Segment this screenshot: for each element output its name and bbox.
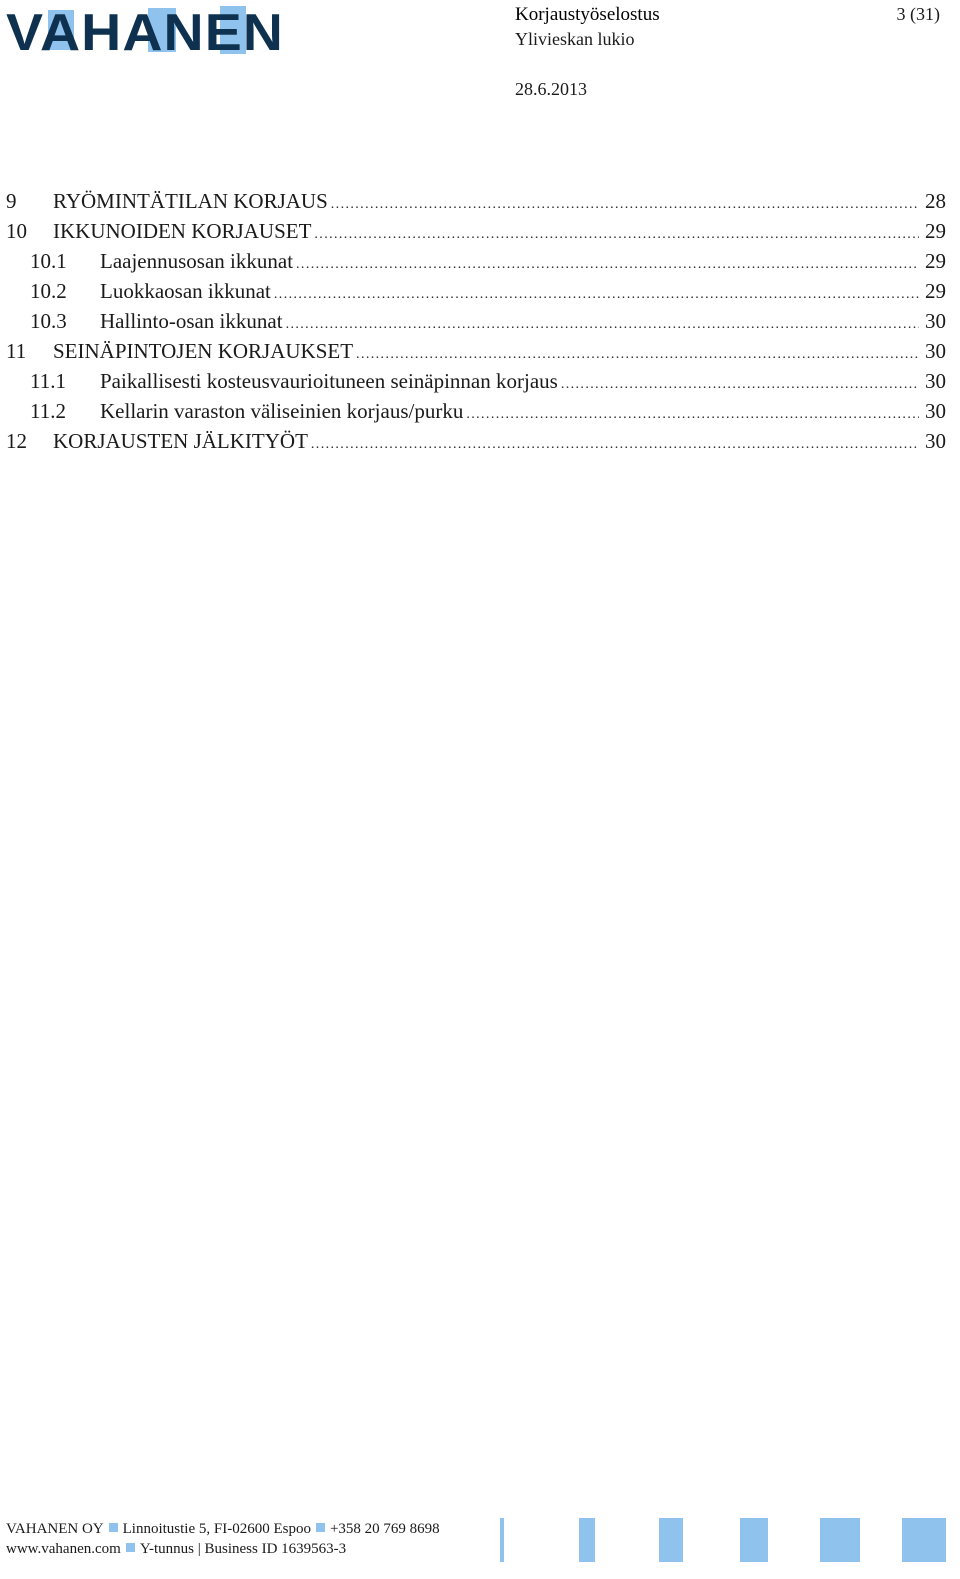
footer-decorative-bars [500,1518,950,1562]
toc-entry[interactable] [6,246,946,276]
toc-entry[interactable] [6,276,946,306]
page-footer [6,1519,440,1559]
toc-leader-dots [311,430,919,460]
toc-entry[interactable] [6,216,946,246]
square-bullet-icon [109,1523,118,1532]
toc-entry-title: RYÖMINTÄTILAN KORJAUS [53,189,328,213]
toc-entry-page: 29 [925,219,946,243]
toc-entry[interactable] [6,366,946,396]
square-bullet-icon [316,1523,325,1532]
toc-entry-title: IKKUNOIDEN KORJAUSET [53,219,312,243]
toc-entry-number: 12 [6,429,27,453]
footer-line-web [6,1539,440,1559]
toc-entry-number: 11.1 [30,369,66,393]
toc-entry-title: SEINÄPINTOJEN KORJAUKSET [53,339,354,363]
footer-phone: +358 20 769 8698 [329,1521,440,1537]
document-date: 28.6.2013 [515,79,587,99]
table-of-contents [6,186,946,456]
document-subtitle: Ylivieskan lukio [515,29,635,49]
footer-line-contact [6,1519,440,1539]
toc-entry-title: Laajennusosan ikkunat [100,249,294,273]
toc-entry-page: 30 [925,339,946,363]
svg-text:VAHANEN: VAHANEN [6,4,284,58]
footer-business-id: Y-tunnus | Business ID 1639563-3 [139,1541,347,1557]
footer-company: VAHANEN OY [6,1521,104,1537]
vahanen-logo [6,2,286,58]
toc-entry-title: Paikallisesti kosteusvaurioituneen seinäpinnan korjaus [100,369,558,393]
toc-entry-number: 10 [6,219,27,243]
toc-entry-title: KORJAUSTEN JÄLKITYÖT [53,429,308,453]
toc-entry-number: 10.2 [30,279,67,303]
toc-entry-page: 29 [925,249,946,273]
toc-entry-page: 30 [925,309,946,333]
toc-entry-number: 10.3 [30,309,67,333]
square-bullet-icon [126,1543,135,1552]
toc-entry-number: 11 [6,339,27,363]
document-title: Korjaustyöselostus [515,4,660,25]
footer-website[interactable]: www.vahanen.com [6,1541,121,1557]
toc-entry-page: 28 [925,189,946,213]
toc-entry[interactable] [6,306,946,336]
toc-entry-title: Kellarin varaston väliseinien korjaus/purku [100,399,464,423]
toc-entry-page: 30 [925,399,946,423]
toc-entry[interactable] [6,186,946,216]
toc-entry[interactable] [6,426,946,456]
toc-entry-title: Luokkaosan ikkunat [100,279,271,303]
toc-entry[interactable] [6,396,946,426]
toc-entry-number: 10.1 [30,249,67,273]
toc-entry-page: 30 [925,369,946,393]
toc-entry-title: Hallinto-osan ikkunat [100,309,283,333]
page-number: 3 (31) [896,4,940,24]
toc-entry-page: 29 [925,279,946,303]
toc-entry-number: 9 [6,189,17,213]
toc-entry-number: 11.2 [30,399,66,423]
toc-entry-page: 30 [925,429,946,453]
toc-entry[interactable] [6,336,946,366]
footer-address: Linnoitustie 5, FI-02600 Espoo [122,1521,311,1537]
